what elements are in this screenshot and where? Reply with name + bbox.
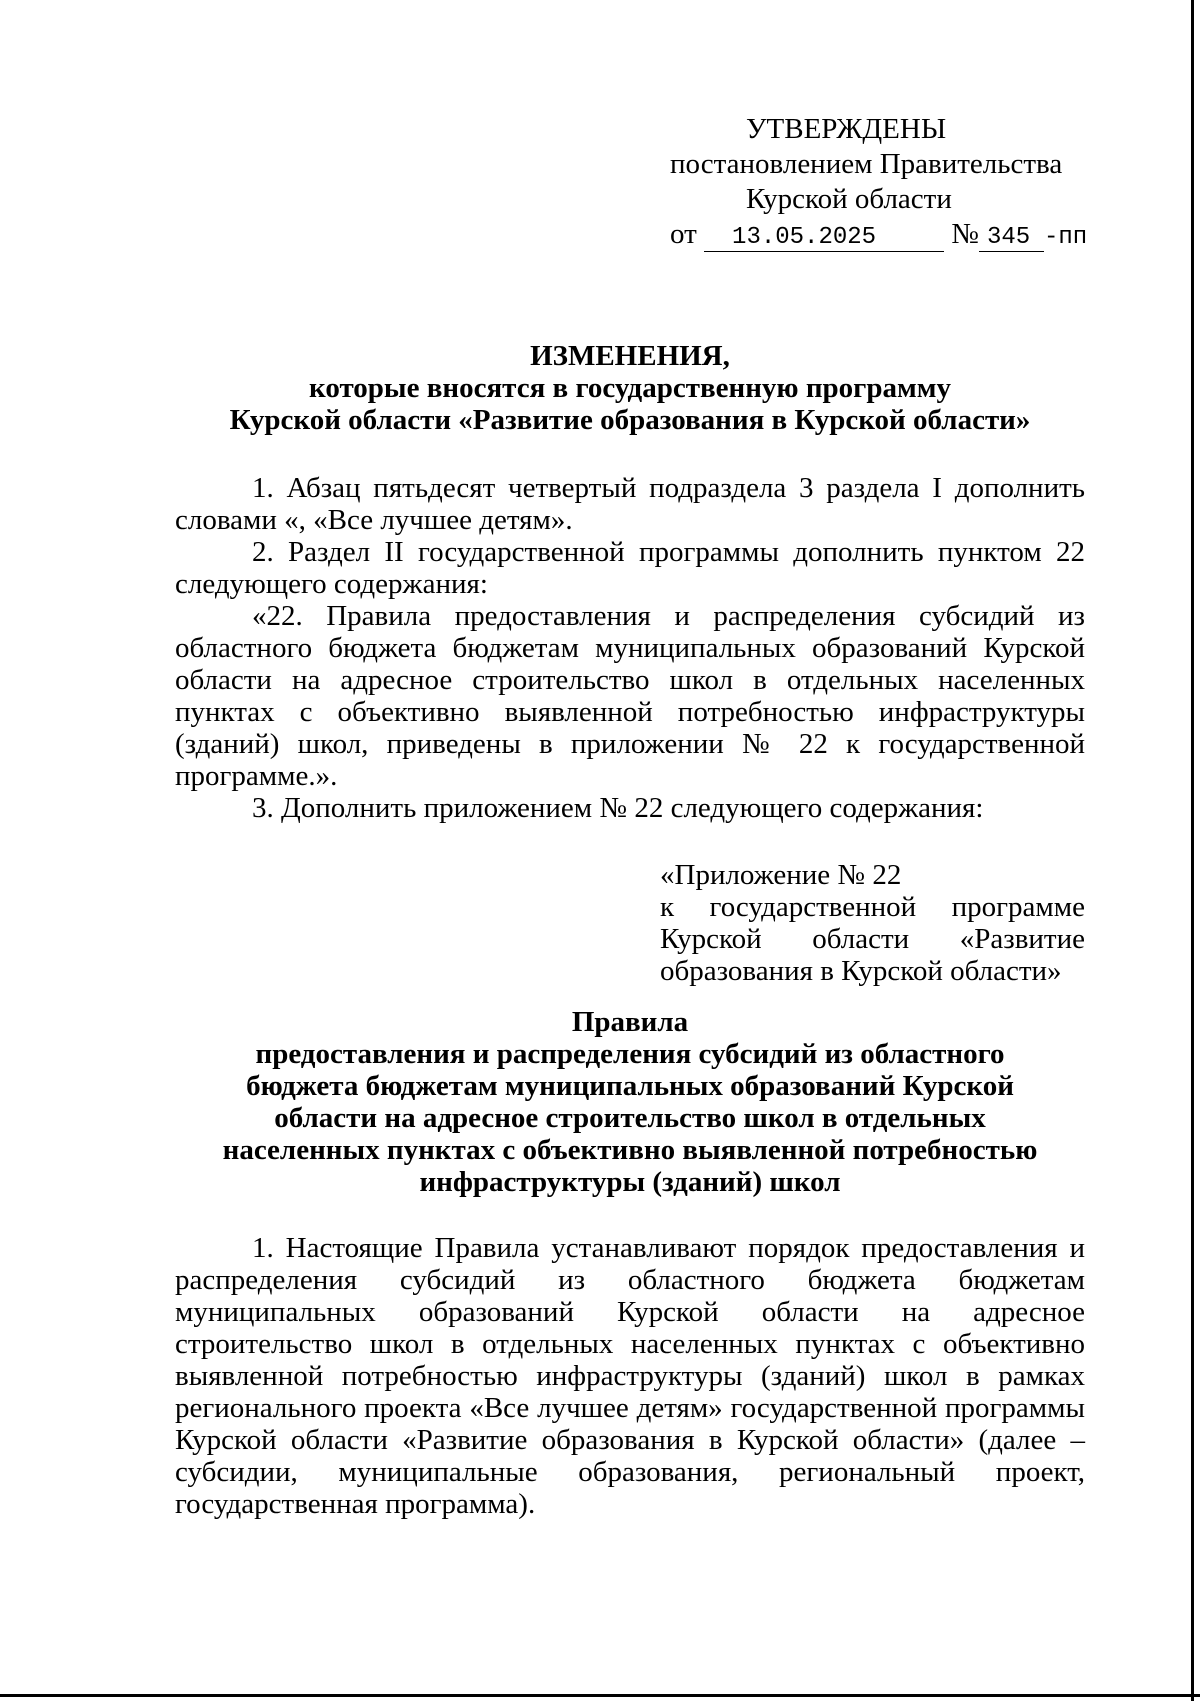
- rules-title-line-3: бюджета бюджетам муниципальных образований Курской: [246, 1070, 1014, 1102]
- change-item-3: 3. Дополнить приложением № 22 следующего содержания:: [252, 792, 984, 824]
- change-item-2: 2. Раздел II государственной программы дополнить пунктом 22 следующего содержания:: [175, 536, 1085, 600]
- rules-body: [175, 1232, 1085, 1520]
- number-sign: №: [951, 218, 979, 250]
- date-prefix: от: [670, 218, 697, 250]
- approval-date: 13.05.2025: [704, 225, 944, 252]
- change-item-22-text: «22. Правила предоставления и распределения субсидий из областного бюджета бюджетам муниципальных образований Курской области на адресное строительство школ в отдельных населенных пунктах с объективно выявленной потребностью инфраструктуры (зданий) школ, приведены в приложении № 22 к государственной программе.».: [175, 600, 1085, 792]
- rules-title-line-2: предоставления и распределения субсидий из областного: [255, 1038, 1005, 1070]
- approval-date-line: [670, 217, 1087, 255]
- scan-edge-bottom: [0, 1694, 1200, 1697]
- rules-title-line-5: населенных пунктах с объективно выявленной потребностью: [222, 1134, 1038, 1166]
- rules-title-line-6: инфраструктуры (зданий) школ: [419, 1166, 841, 1198]
- changes-list: [175, 472, 1085, 824]
- rules-title-line-1: Правила: [571, 1006, 689, 1038]
- title-line-2: которые вносятся в государственную программу: [309, 372, 951, 404]
- appendix-line-1: «Приложение № 22: [660, 859, 902, 891]
- appendix-line-3: Курской области «Развитие: [660, 923, 1085, 955]
- appendix-line-2: к государственной программе: [660, 891, 1085, 923]
- appendix-heading: [660, 859, 1085, 987]
- rules-title-line-4: области на адресное строительство школ в отдельных: [274, 1102, 986, 1134]
- scan-edge-right: [1191, 0, 1194, 1701]
- title-line-3: Курской области «Развитие образования в Курской области»: [229, 404, 1031, 436]
- approval-number-suffix: -пп: [1043, 224, 1088, 251]
- approval-title: УТВЕРЖДЕНЫ: [746, 113, 947, 145]
- title-line-1: ИЗМЕНЕНИЯ,: [530, 340, 730, 372]
- approval-stamp: [670, 112, 1087, 255]
- rules-title: [175, 1006, 1085, 1198]
- change-item-1: 1. Абзац пятьдесят четвертый подраздела 3 раздела I дополнить словами «, «Все лучшее детям».: [175, 472, 1085, 536]
- approval-line-3: Курской области: [746, 183, 952, 215]
- document-title: [175, 340, 1085, 436]
- rules-paragraph-1: 1. Настоящие Правила устанавливают порядок предоставления и распределения субсидий из областного бюджета бюджетам муниципальных образований Курской области на адресное строительство школ в отдельных населенных пунктах с объективно выявленной потребностью инфраструктуры (зданий) школ в рамках регионального проекта «Все лучшее детям» государственной программы Курской области «Развитие образования в Курской области» (далее – субсидии, муниципальные образования, региональный проект, государственная программа).: [175, 1232, 1085, 1520]
- approval-line-2: постановлением Правительства: [670, 148, 1063, 180]
- approval-number: 345: [979, 225, 1044, 252]
- appendix-line-4: образования в Курской области»: [660, 955, 1062, 987]
